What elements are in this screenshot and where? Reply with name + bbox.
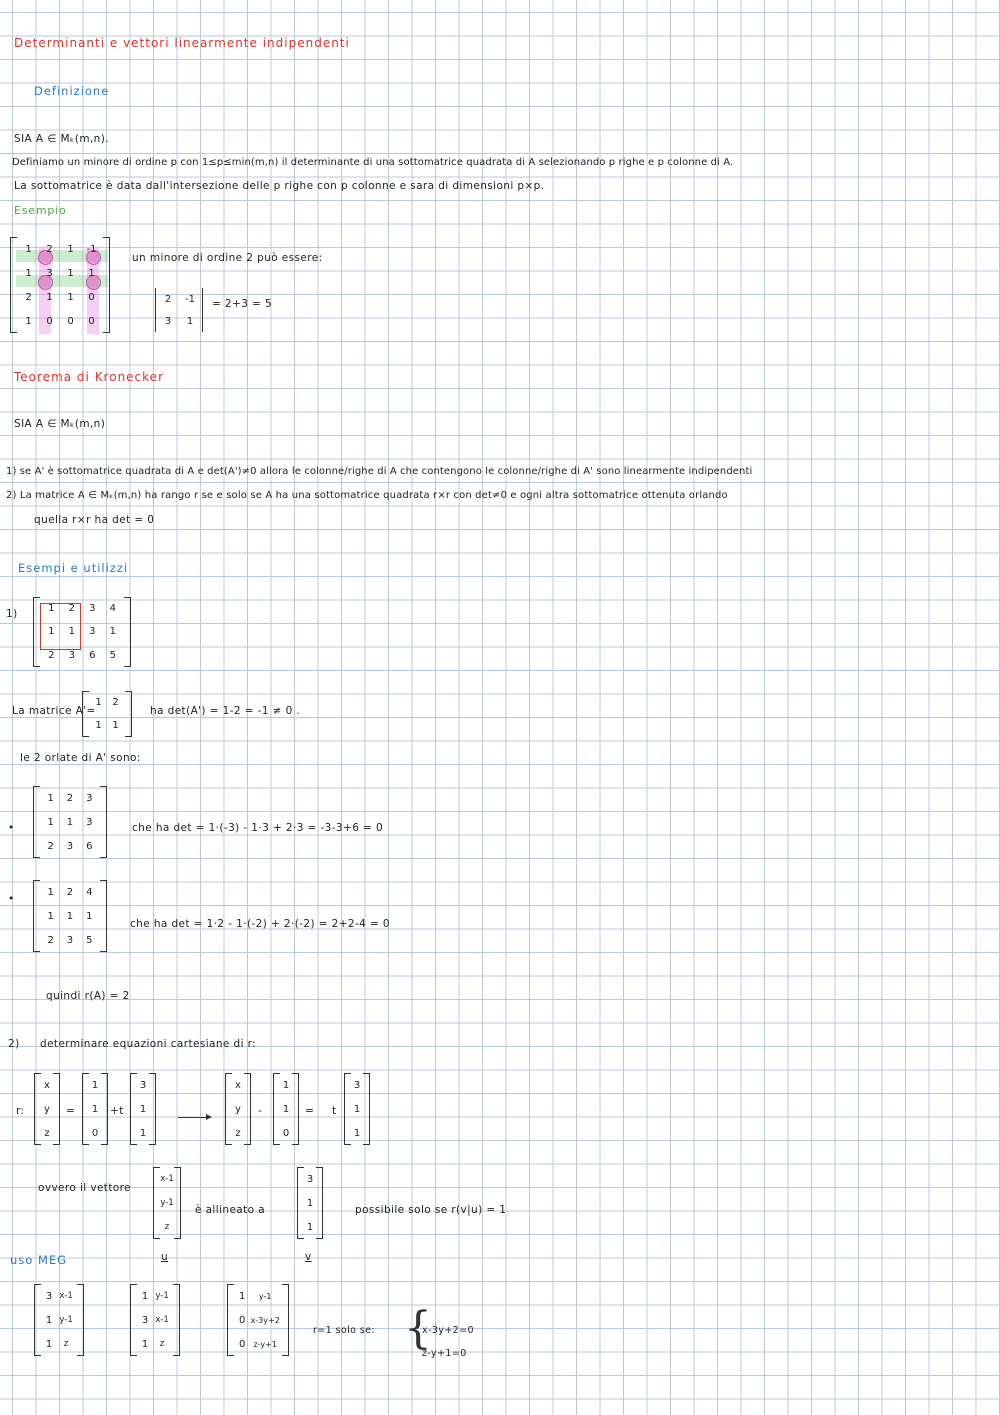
parameter-t: t	[332, 1105, 337, 1117]
matrix-cell: 1	[239, 1290, 246, 1302]
vector-cell: x	[235, 1079, 241, 1091]
orlata-1-det: che ha det = 1·(-3) - 1·3 + 2·3 = -3-3+6 = 0	[132, 822, 384, 834]
u-label: u	[161, 1251, 169, 1263]
matrix-cell: 3	[89, 603, 96, 615]
matrix-cell: 2	[66, 792, 74, 804]
matrix-cell: 1	[67, 267, 74, 279]
kronecker-line-1: SIA A ∈ Mₖ(m,n)	[14, 418, 106, 430]
matrix-cell: 3	[89, 626, 96, 638]
vector-cell: y	[235, 1103, 241, 1115]
orlata-2-det: che ha det = 1·2 - 1·(-2) + 2·(-2) = 2+2-4 = 0	[130, 918, 391, 930]
matrix-cell: 1	[47, 816, 54, 828]
vector-cell: x-1	[160, 1174, 174, 1184]
matrix-cell: 0	[239, 1314, 246, 1326]
matrix-cell: 1	[141, 1338, 149, 1350]
system-brace: {	[404, 1303, 432, 1354]
minor-result: = 2+3 = 5	[212, 298, 273, 310]
direction-vector	[130, 1073, 156, 1145]
matrix-cell: 5	[86, 934, 93, 946]
matrix-cell: 1	[95, 697, 102, 708]
xyz-vector	[225, 1073, 251, 1145]
matrix-cell: 1	[109, 626, 116, 638]
meg-matrix-2	[130, 1284, 180, 1356]
matrix-cell: 1	[141, 1290, 149, 1302]
bullet: •	[8, 893, 15, 905]
rank-conclusion: quindi r(A) = 2	[46, 990, 130, 1002]
matrix-cell: 2	[46, 243, 53, 255]
matrix-cell: 5	[109, 649, 116, 661]
kronecker-heading: Teorema di Kronecker	[14, 370, 164, 384]
matrix-cell: 1	[48, 603, 55, 615]
vector-cell: 0	[282, 1127, 290, 1139]
matrix-cell: 1	[48, 626, 55, 638]
cartesian-equation-2: z-y+1=0	[422, 1348, 467, 1359]
vector-cell: 1	[91, 1103, 99, 1115]
matrix-cell: 2	[47, 934, 54, 946]
matrix-cell: 1	[45, 1314, 53, 1326]
matrix-cell: 6	[89, 649, 96, 661]
matrix-cell: 1	[25, 267, 32, 279]
matrix-cell: 1	[186, 315, 194, 327]
vector-cell: 3	[139, 1079, 147, 1091]
matrix-cell: 1	[46, 291, 53, 303]
definizione-line-1: SIA A ∈ Mₖ(m,n).	[14, 133, 109, 145]
minus-sign: -	[258, 1105, 263, 1117]
matrix-cell: -1	[86, 243, 97, 255]
vector-cell: 1	[306, 1221, 314, 1233]
vector-cell: y	[44, 1103, 50, 1115]
arrow-icon	[178, 1117, 210, 1118]
matrix-cell: 3	[164, 315, 172, 327]
matrix-cell: 3	[68, 649, 75, 661]
det-bar-left	[155, 288, 156, 332]
vector-cell: z	[164, 1222, 170, 1232]
vector-cell: 1	[282, 1079, 290, 1091]
vector-cell: z	[44, 1127, 50, 1139]
matrix-cell: z-y+1	[253, 1339, 277, 1349]
matrix-cell: 0	[88, 315, 95, 327]
kronecker-point-2b: quella r×r ha det = 0	[34, 514, 155, 526]
bullet: •	[8, 822, 15, 834]
vector-cell: 1	[139, 1127, 147, 1139]
matrix-cell: y-1	[258, 1291, 272, 1301]
equals-sign: =	[305, 1105, 315, 1117]
submatrix-det: ha det(A') = 1-2 = -1 ≠ 0 .	[150, 705, 301, 717]
matrix-cell: 4	[86, 886, 93, 898]
matrix-cell: x-1	[155, 1315, 169, 1325]
meg-matrix-1	[34, 1284, 84, 1356]
orlate-text: le 2 orlate di A' sono:	[20, 752, 141, 764]
matrix-cell: 0	[88, 291, 95, 303]
matrix-cell: 1	[68, 626, 75, 638]
vector-cell: 1	[139, 1103, 147, 1115]
vector-cell: 0	[91, 1127, 99, 1139]
matrix-cell: 2	[25, 291, 32, 303]
definizione-line-3: La sottomatrice è data dall'intersezione delle p righe con p colonne e sara di dimensioni p×p.	[14, 180, 545, 192]
point-vector	[273, 1073, 299, 1145]
matrix-cell: 1	[95, 720, 102, 731]
matrix-cell: 1	[25, 315, 32, 327]
det-bar-right	[202, 288, 203, 332]
allineato-text: è allineato a	[195, 1204, 266, 1216]
matrix-cell: 4	[109, 603, 116, 615]
matrix-cell: 0	[67, 315, 74, 327]
vector-cell: 1	[91, 1079, 99, 1091]
matrix-cell: 1	[112, 720, 119, 731]
matrix-cell: 2	[68, 603, 75, 615]
example-2-text: determinare equazioni cartesiane di r:	[40, 1038, 257, 1050]
matrix-cell: 1	[67, 243, 74, 255]
page-title: Determinanti e vettori linearmente indipendenti	[14, 36, 350, 50]
matrix-cell: 3	[86, 816, 93, 828]
matrix-cell: y-1	[59, 1315, 73, 1325]
point-vector	[82, 1073, 108, 1145]
submatrix-label: La matrice A'=	[12, 705, 96, 717]
possibile-text: possibile solo se r(v|u) = 1	[355, 1204, 507, 1216]
vector-cell: 1	[353, 1103, 361, 1115]
minor-matrix	[157, 288, 201, 332]
plus-t: +t	[110, 1105, 124, 1117]
line-r-label: r:	[16, 1105, 25, 1117]
matrix-cell: 2	[47, 840, 54, 852]
matrix-cell: 1	[86, 910, 93, 922]
xyz-vector	[34, 1073, 60, 1145]
matrix-cell: 3	[141, 1314, 149, 1326]
esempi-heading: Esempi e utilizzi	[18, 561, 129, 575]
vector-cell: 3	[353, 1079, 361, 1091]
orlata-2-matrix	[33, 880, 107, 952]
matrix-cell: 2	[112, 697, 119, 708]
matrix-cell: 2	[48, 649, 55, 661]
matrix-cell: 0	[46, 315, 53, 327]
matrix-cell: 3	[86, 792, 93, 804]
vector-cell: 3	[306, 1173, 314, 1185]
esempio-caption: un minore di ordine 2 può essere:	[132, 252, 323, 264]
matrix-cell: 1	[66, 816, 74, 828]
vector-cell: 1	[282, 1103, 290, 1115]
example-matrix	[10, 237, 110, 333]
rank-condition: r=1 solo se:	[313, 1325, 375, 1336]
ovvero-text: ovvero il vettore	[38, 1182, 132, 1194]
matrix-cell: 1	[88, 267, 95, 279]
matrix-cell: 3	[45, 1290, 53, 1302]
matrix-cell: 2	[164, 293, 172, 305]
vector-cell: y-1	[160, 1198, 174, 1208]
matrix-cell: 3	[66, 934, 74, 946]
matrix-cell: 2	[66, 886, 74, 898]
matrix-cell: z	[159, 1339, 165, 1349]
matrix-cell: 6	[86, 840, 93, 852]
v-label: v	[305, 1251, 312, 1263]
matrix-cell: 3	[46, 267, 53, 279]
example-2-label: 2)	[8, 1038, 20, 1050]
matrix-cell: z	[63, 1339, 69, 1349]
equals-sign: =	[66, 1105, 76, 1117]
example-1-label: 1)	[6, 608, 18, 620]
matrix-cell: 1	[47, 886, 54, 898]
matrix-cell: -1	[185, 293, 195, 305]
vector-cell: z	[235, 1127, 241, 1139]
meg-heading: uso MEG	[10, 1253, 68, 1267]
matrix-cell: 1	[47, 910, 54, 922]
matrix-cell: 1	[47, 792, 54, 804]
cartesian-equation-1: x-3y+2=0	[422, 1325, 474, 1336]
matrix-cell: 1	[66, 910, 74, 922]
matrix-cell: 3	[66, 840, 74, 852]
matrix-cell: 1	[25, 243, 32, 255]
matrix-cell: x-3y+2	[250, 1315, 280, 1325]
matrix-cell: 0	[239, 1338, 246, 1350]
matrix-cell: 1	[67, 291, 74, 303]
definizione-heading: Definizione	[34, 84, 110, 98]
direction-vector	[344, 1073, 370, 1145]
vector-cell: x	[44, 1079, 50, 1091]
u-vector	[153, 1167, 181, 1239]
vector-cell: 1	[353, 1127, 361, 1139]
orlata-1-matrix	[33, 786, 107, 858]
submatrix	[82, 691, 132, 737]
matrix-cell: 1	[45, 1338, 53, 1350]
v-vector	[297, 1167, 323, 1239]
example-1-matrix	[33, 597, 131, 667]
kronecker-point-2a: 2) La matrice A ∈ Mₖ(m,n) ha rango r se e solo se A ha una sottomatrice quadrata r×r con det≠0 e ogni altra sottomatrice ottenuta orlando	[6, 490, 728, 501]
definizione-line-2: Definiamo un minore di ordine p con 1≤p≤min(m,n) il determinante di una sottomatrice quadrata di A selezionando p righe e p colonne di A.	[12, 157, 734, 168]
matrix-cell: x-1	[59, 1291, 73, 1301]
matrix-cell: y-1	[155, 1291, 169, 1301]
meg-matrix-3	[227, 1284, 289, 1356]
esempio-heading: Esempio	[14, 204, 67, 217]
kronecker-point-1: 1) se A' è sottomatrice quadrata di A e det(A')≠0 allora le colonne/righe di A che contengono le colonne/righe di A' sono linearmente indipendenti	[6, 466, 753, 477]
vector-cell: 1	[306, 1197, 314, 1209]
